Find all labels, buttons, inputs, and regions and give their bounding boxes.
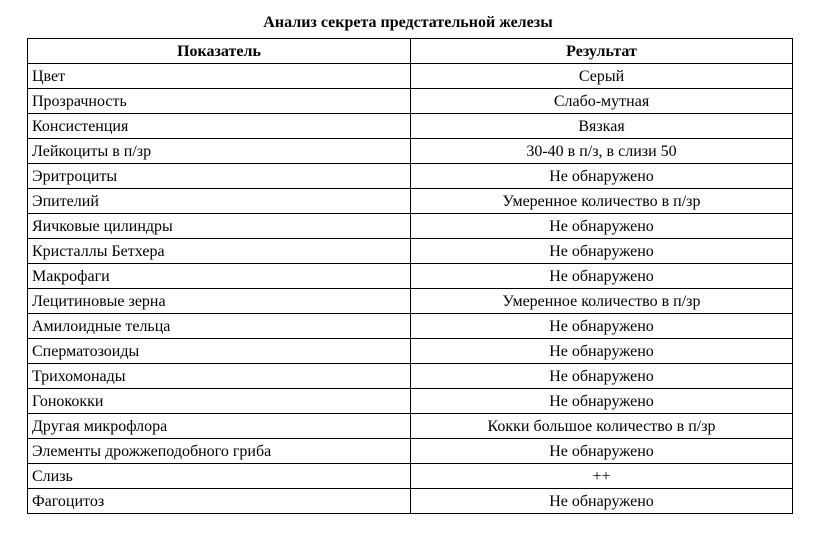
- parameter-cell: Эпителий: [28, 189, 411, 214]
- result-cell: Слабо-мутная: [411, 89, 793, 114]
- table-row: [28, 164, 793, 189]
- parameter-cell: Цвет: [28, 64, 411, 89]
- table-row: [28, 189, 793, 214]
- document-title: Анализ секрета предстательной железы: [263, 14, 553, 31]
- table-row: [28, 364, 793, 389]
- table-row: [28, 339, 793, 364]
- result-cell: Не обнаружено: [411, 389, 793, 414]
- result-cell: Вязкая: [411, 114, 793, 139]
- result-cell: Не обнаружено: [411, 314, 793, 339]
- parameter-cell: Прозрачность: [28, 89, 411, 114]
- parameter-cell: Амилоидные тельца: [28, 314, 411, 339]
- result-cell: Не обнаружено: [411, 489, 793, 514]
- parameter-cell: Фагоцитоз: [28, 489, 411, 514]
- table-header-row: [28, 39, 793, 64]
- result-cell: ++: [411, 464, 793, 489]
- result-cell: Не обнаружено: [411, 214, 793, 239]
- parameter-cell: Эритроциты: [28, 164, 411, 189]
- table-row: [28, 239, 793, 264]
- parameter-cell: Кристаллы Бетхера: [28, 239, 411, 264]
- table-row: [28, 89, 793, 114]
- table-row: [28, 414, 793, 439]
- table-row: [28, 214, 793, 239]
- table-row: [28, 264, 793, 289]
- table-row: [28, 489, 793, 514]
- table-body: [28, 64, 793, 514]
- parameter-cell: Сперматозоиды: [28, 339, 411, 364]
- result-cell: Умеренное количество в п/зр: [411, 289, 793, 314]
- table-row: [28, 464, 793, 489]
- results-table: [27, 38, 793, 514]
- parameter-cell: Другая микрофлора: [28, 414, 411, 439]
- table-row: [28, 64, 793, 89]
- parameter-cell: Трихомонады: [28, 364, 411, 389]
- parameter-cell: Макрофаги: [28, 264, 411, 289]
- table-row: [28, 289, 793, 314]
- table-row: [28, 139, 793, 164]
- result-cell: Не обнаружено: [411, 339, 793, 364]
- result-cell: Не обнаружено: [411, 439, 793, 464]
- parameter-cell: Лецитиновые зерна: [28, 289, 411, 314]
- result-cell: Кокки большое количество в п/зр: [411, 414, 793, 439]
- column-header-result: Результат: [411, 39, 793, 64]
- parameter-cell: Лейкоциты в п/зр: [28, 139, 411, 164]
- result-cell: 30-40 в п/з, в слизи 50: [411, 139, 793, 164]
- result-cell: Серый: [411, 64, 793, 89]
- result-cell: Не обнаружено: [411, 164, 793, 189]
- parameter-cell: Гонококки: [28, 389, 411, 414]
- table-row: [28, 439, 793, 464]
- parameter-cell: Яичковые цилиндры: [28, 214, 411, 239]
- column-header-parameter: Показатель: [28, 39, 411, 64]
- table-row: [28, 389, 793, 414]
- result-cell: Не обнаружено: [411, 239, 793, 264]
- parameter-cell: Консистенция: [28, 114, 411, 139]
- result-cell: Не обнаружено: [411, 364, 793, 389]
- parameter-cell: Элементы дрожжеподобного гриба: [28, 439, 411, 464]
- parameter-cell: Слизь: [28, 464, 411, 489]
- table-row: [28, 314, 793, 339]
- result-cell: Умеренное количество в п/зр: [411, 189, 793, 214]
- table-row: [28, 114, 793, 139]
- result-cell: Не обнаружено: [411, 264, 793, 289]
